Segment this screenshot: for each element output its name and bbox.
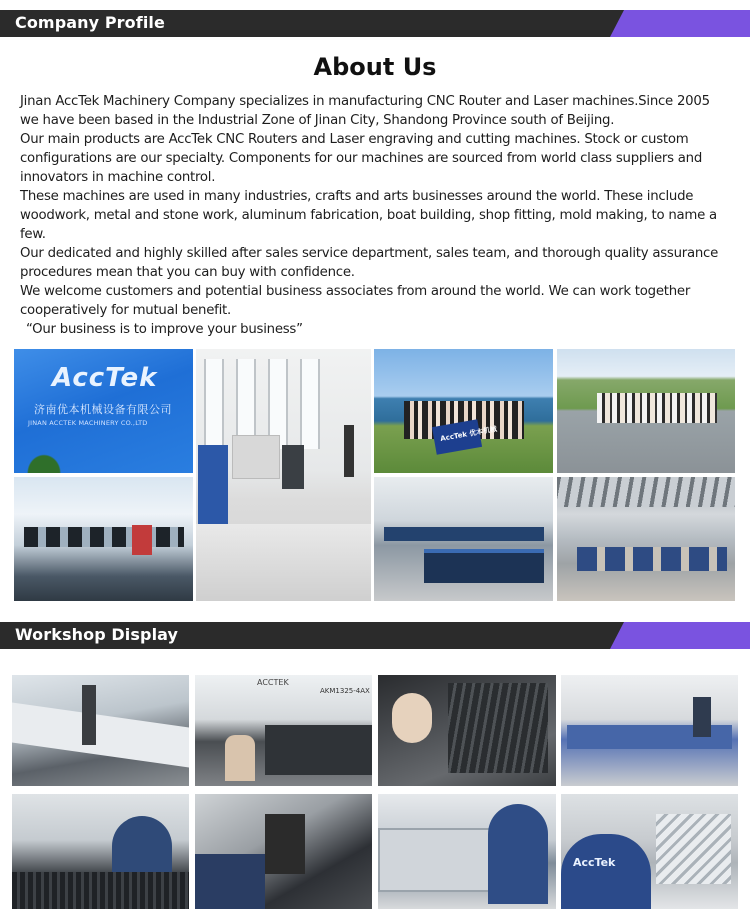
- workshop-photo-laser-line: [561, 675, 738, 786]
- workshop-display-banner: [0, 622, 750, 649]
- cnc-machine: [384, 527, 544, 541]
- about-us-text: [20, 92, 732, 339]
- tool: [265, 814, 305, 874]
- window: [300, 359, 320, 449]
- laser-machine: [282, 445, 304, 489]
- group-of-people: [597, 393, 717, 423]
- photo-office: [14, 477, 193, 601]
- technician: [195, 854, 265, 909]
- worker: [392, 693, 432, 743]
- plant-decoration: [24, 451, 64, 473]
- machine-table: [12, 703, 189, 768]
- machine-parts: [656, 814, 731, 884]
- company-name-chinese: 济南优本机械设备有限公司: [34, 403, 172, 416]
- workshop-photo-wiring: [195, 794, 372, 909]
- laser-machine: [232, 435, 280, 479]
- person: [132, 525, 152, 555]
- office-desks: [24, 527, 184, 547]
- workshop-photo-calibration: [378, 794, 556, 909]
- floor: [196, 524, 371, 601]
- technician: [488, 804, 548, 904]
- laser-machine: [198, 445, 228, 525]
- cnc-machine: [424, 549, 544, 583]
- workshop-display-title: Workshop Display: [15, 625, 179, 644]
- photo-company-logo-wall: [14, 349, 193, 473]
- photo-team-seaside: [374, 349, 553, 473]
- about-paragraph: Our main products are AccTek CNC Routers and Laser engraving and cutting machines. Stock or custom configurations are our specialty. Components for our machines are sourced from world class suppliers and innovators in machine control.: [20, 132, 703, 185]
- worker-uniform-logo: AccTek: [573, 856, 616, 869]
- window: [204, 359, 224, 449]
- company-profile-title: Company Profile: [15, 13, 165, 32]
- gantry: [82, 685, 96, 745]
- about-paragraph: Jinan AccTek Machinery Company specializes in manufacturing CNC Router and Laser machines.Since 2005 we have been based in the Industrial Zone of Jinan City, Shandong Province south of Beijing.: [20, 94, 710, 128]
- workshop-photo-technician: [12, 794, 189, 909]
- photo-laser-machine-showroom: [196, 349, 371, 601]
- machine-side-label: ACCTEK: [257, 678, 289, 687]
- about-paragraph: These machines are used in many industries, crafts and arts businesses around the world. These include woodwork, metal and stone work, aluminum fabrication, boat building, shop fitting, mold making, to name a few.: [20, 189, 717, 242]
- photo-cnc-workshop: [374, 477, 553, 601]
- technician: [561, 834, 651, 909]
- worker: [693, 697, 711, 737]
- factory-roof: [557, 477, 735, 507]
- workshop-photo-cnc-router: [195, 675, 372, 786]
- worker: [225, 735, 255, 781]
- company-name-english: JINAN ACCTEK MACHINERY CO.,LTD: [28, 419, 148, 427]
- company-flag-text: AccTek 优本机械: [439, 425, 498, 443]
- machine-model-label: AKM1325-4AX: [320, 687, 370, 695]
- workshop-photo-assembly: [378, 675, 556, 786]
- router-bed: [448, 683, 548, 773]
- person: [344, 425, 354, 477]
- workshop-photo-acctek-worker: [561, 794, 738, 909]
- machines-row: [577, 547, 727, 571]
- about-paragraph: Our dedicated and highly skilled after sales service department, sales team, and thorough quality assurance procedures mean that you can buy with confidence.: [20, 246, 719, 280]
- machine-bed: [12, 872, 189, 909]
- banner-accent-shape: [610, 622, 750, 649]
- acctek-logo: AccTek: [52, 363, 158, 393]
- photo-factory-hall: [557, 477, 735, 601]
- banner-accent-shape: [610, 10, 750, 37]
- router-bed: [265, 725, 372, 775]
- workshop-photo-gantry: [12, 675, 189, 786]
- machine-frame: [378, 828, 502, 892]
- about-us-heading: About Us: [313, 53, 437, 81]
- company-profile-banner: [0, 10, 750, 37]
- company-motto: “Our business is to improve your business”: [26, 322, 303, 337]
- about-paragraph: We welcome customers and potential business associates from around the world. We can work together cooperatively for mutual benefit.: [20, 284, 691, 318]
- photo-team-road: [557, 349, 735, 473]
